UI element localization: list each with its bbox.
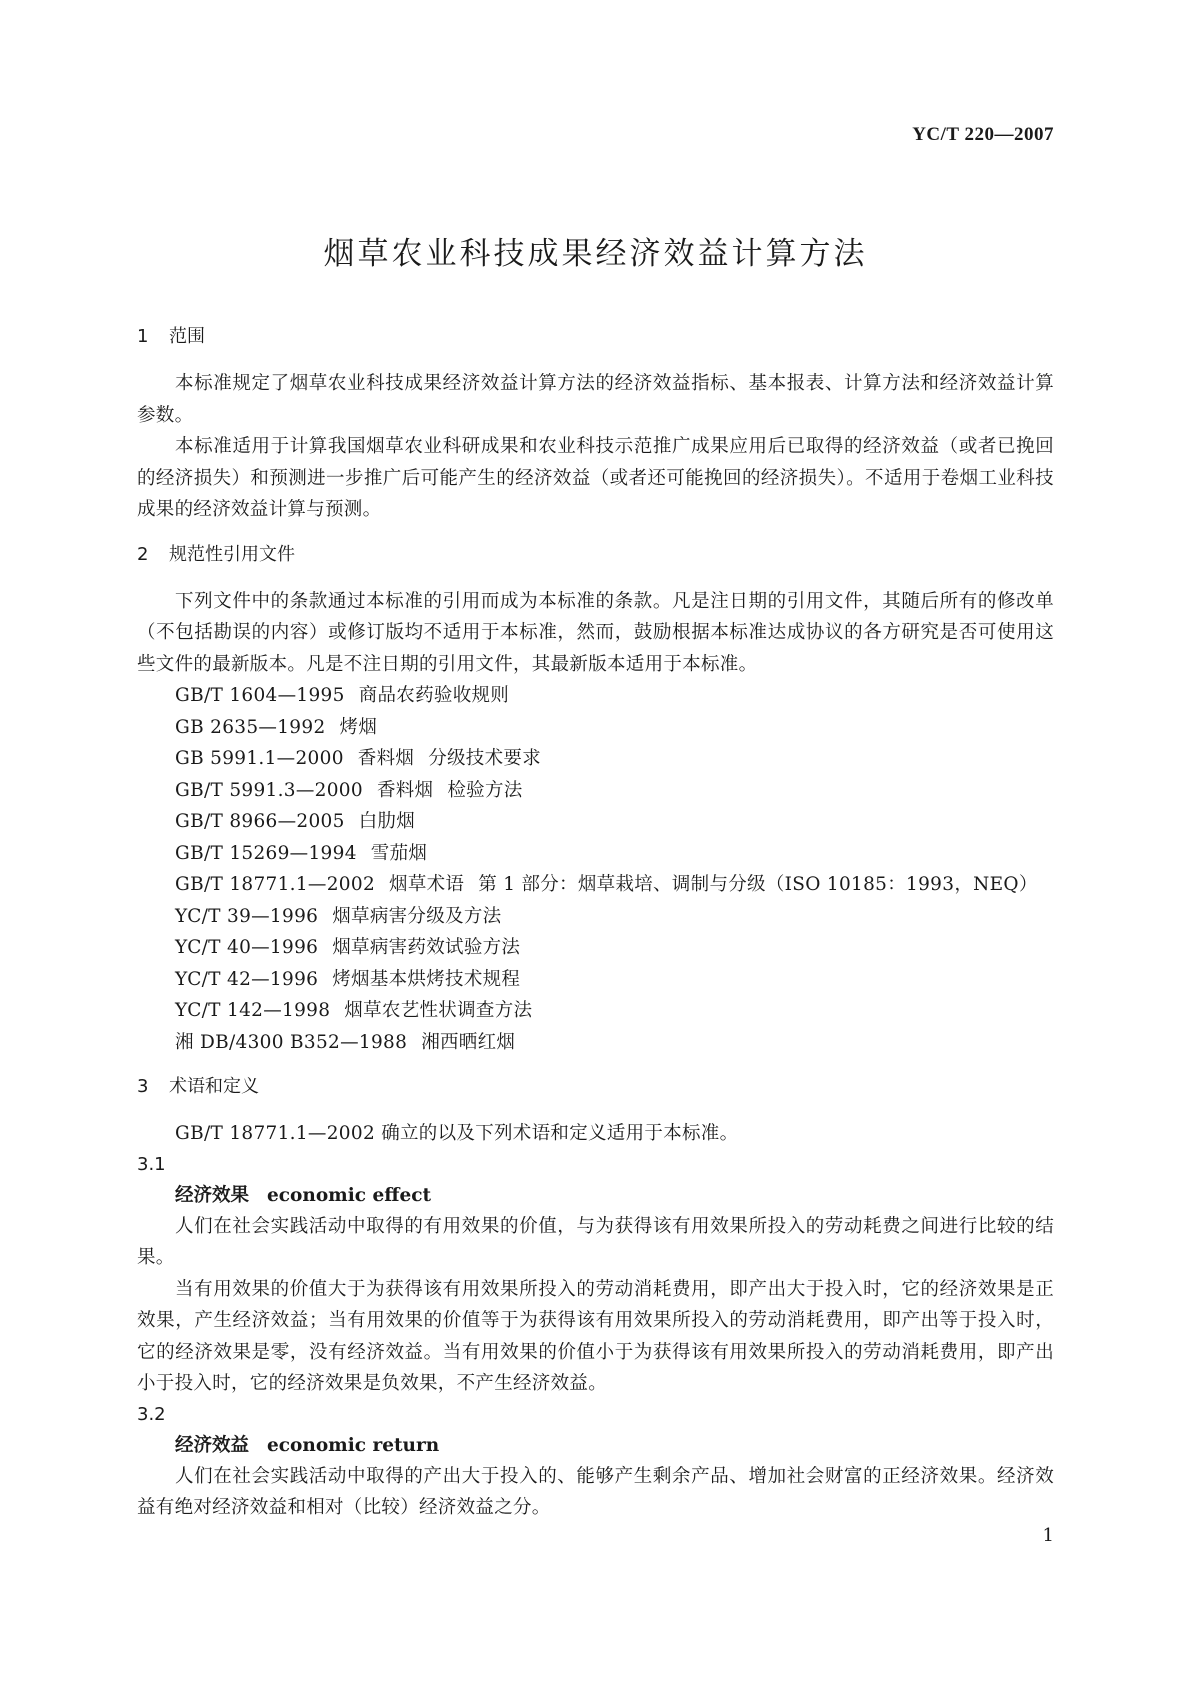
reference-item <box>137 775 1054 807</box>
reference-title: 雪茄烟 <box>370 842 428 864</box>
reference-title: 烟草农艺性状调查方法 <box>344 1000 533 1021</box>
reference-code: GB/T 5991.3—2000 <box>175 779 363 801</box>
reference-code: YC/T 39—1996 <box>175 905 319 927</box>
subsection-number: 3.2 <box>137 1403 166 1425</box>
section-1-heading <box>137 322 1054 352</box>
reference-code: GB/T 18771.1—2002 <box>175 874 376 895</box>
reference-code: GB/T 8966—2005 <box>175 811 345 832</box>
paragraph: 当有用效果的价值大于为获得该有用效果所投入的劳动消耗费用，即产出大于投入时，它的经济效果是正效果，产生经济效益；当有用效果的价值等于为获得该有用效果所投入的劳动消耗费用，即产出等于投入时，它的经济效果是零，没有经济效益。当有用效果的价值小于为获得该有用效果所投入的劳动消耗费用，即产出小于投入时，它的经济效果是负效果，不产生经济效益。 <box>137 1278 1054 1394</box>
reference-subtitle: 检验方法 <box>447 779 523 801</box>
term-english: economic return <box>267 1434 440 1456</box>
term-chinese: 经济效益 <box>175 1434 250 1456</box>
reference-title: 白肋烟 <box>358 811 416 832</box>
paragraph: 下列文件中的条款通过本标准的引用而成为本标准的条款。凡是注日期的引用文件，其随后所有的修改单（不包括勘误的内容）或修订版均不适用于本标准，然而，鼓励根据本标准达成协议的各方研究是否可使用这些文件的最新版本。凡是不注日期的引用文件，其最新版本适用于本标准。 <box>137 590 1054 675</box>
reference-item <box>137 743 1054 775</box>
term-heading <box>137 1180 1054 1211</box>
reference-item <box>137 901 1054 933</box>
reference-title: 烤烟 <box>339 716 378 738</box>
paragraph: 人们在社会实践活动中取得的有用效果的价值，与为获得该有用效果所投入的劳动耗费之间进行比较的结果。 <box>137 1215 1054 1268</box>
reference-code: 湘 DB/4300 B352—1988 <box>175 1031 408 1053</box>
document-title: 烟草农业科技成果经济效益计算方法 <box>323 236 868 272</box>
reference-subtitle: 第 1 部分：烟草栽培、调制与分级（ISO 10185：1993，NEQ） <box>478 874 1038 895</box>
reference-item <box>137 995 1054 1027</box>
reference-title: 湘西晒红烟 <box>421 1031 516 1053</box>
reference-code: YC/T 142—1998 <box>175 1000 331 1021</box>
reference-item <box>137 838 1054 870</box>
reference-title: 烟草病害分级及方法 <box>332 905 502 927</box>
reference-code: GB/T 15269—1994 <box>175 842 357 864</box>
reference-item <box>137 869 1054 901</box>
reference-item <box>137 806 1054 838</box>
section-number: 3 <box>137 1076 149 1097</box>
term-heading <box>137 1430 1054 1461</box>
reference-code: GB 5991.1—2000 <box>175 748 344 769</box>
document-body <box>137 322 1054 1524</box>
reference-item <box>137 932 1054 964</box>
reference-title: 烟草病害药效试验方法 <box>332 937 521 958</box>
reference-code: YC/T 42—1996 <box>175 968 319 990</box>
reference-code: GB 2635—1992 <box>175 716 326 738</box>
section-title: 规范性引用文件 <box>169 543 295 565</box>
reference-item <box>137 680 1054 712</box>
standard-code: YC/T 220—2007 <box>912 124 1054 145</box>
section-2-heading <box>137 540 1054 570</box>
section-3-heading <box>137 1072 1054 1102</box>
reference-title: 商品农药验收规则 <box>358 685 510 706</box>
section-title: 术语和定义 <box>169 1076 259 1097</box>
term-english: economic effect <box>267 1184 432 1206</box>
paragraph: 本标准适用于计算我国烟草农业科研成果和农业科技示范推广成果应用后已取得的经济效益（或者已挽回的经济损失）和预测进一步推广后可能产生的经济效益（或者还可能挽回的经济损失）。不适用于卷烟工业科技成果的经济效益计算与预测。 <box>137 436 1054 520</box>
page-number: 1 <box>1042 1525 1054 1546</box>
reference-code: YC/T 40—1996 <box>175 937 319 958</box>
reference-title: 香料烟 <box>357 748 415 769</box>
reference-title: 香料烟 <box>376 779 434 801</box>
reference-code: GB/T 1604—1995 <box>175 685 345 706</box>
reference-title: 烟草术语 <box>389 874 465 895</box>
reference-item <box>137 712 1054 744</box>
subsection-number: 3.1 <box>137 1153 166 1175</box>
term-chinese: 经济效果 <box>175 1184 250 1206</box>
paragraph: 本标准规定了烟草农业科技成果经济效益计算方法的经济效益指标、基本报表、计算方法和经济效益计算参数。 <box>137 373 1054 426</box>
reference-title: 烤烟基本烘烤技术规程 <box>332 968 521 990</box>
reference-item <box>137 1027 1054 1059</box>
section-number: 2 <box>137 543 149 565</box>
paragraph: GB/T 18771.1—2002 确立的以及下列术语和定义适用于本标准。 <box>175 1123 739 1144</box>
section-number: 1 <box>137 326 149 347</box>
reference-subtitle: 分级技术要求 <box>428 748 541 769</box>
reference-item <box>137 964 1054 996</box>
paragraph: 人们在社会实践活动中取得的产出大于投入的、能够产生剩余产品、增加社会财富的正经济效果。经济效益有绝对经济效益和相对（比较）经济效益之分。 <box>137 1465 1054 1518</box>
section-title: 范围 <box>169 326 205 347</box>
